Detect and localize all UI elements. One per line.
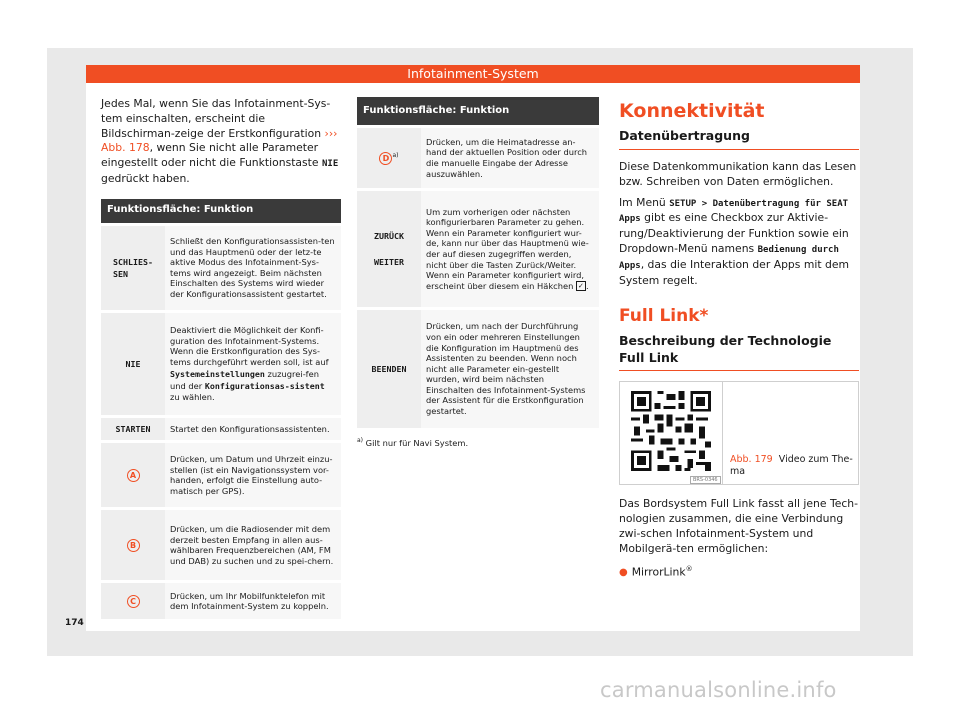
table-cell: Drücken, um nach der Durchführung von ein oder mehreren Einstellungen die Konfiguration im Hauptmenü des Assistenten zu beenden. Wenn noch nicht alle Parameter ein-gestellt wurden, wird beim nächsten Einschalten des Infotainment-Systems der Assistent für die Erstkonfiguration gestartet.	[421, 309, 599, 429]
table-row	[101, 224, 341, 311]
callout-a-icon: A	[127, 469, 140, 482]
callout-d-icon: D	[379, 152, 392, 165]
function-table-1	[101, 199, 341, 620]
table-cell: Drücken, um die Radiosender mit dem derzeit besten Empfang in allen aus-wählbaren Frequenzbereichen (AM, FM und DAB) zu suchen und zu spei-chern.	[165, 509, 341, 582]
table-row	[101, 509, 341, 582]
button-key: SCHLIES-SEN	[113, 256, 153, 279]
button-key: BEENDEN	[371, 364, 407, 374]
footnote-marker: a)	[357, 437, 364, 444]
section-subtitle: Datenübertragung	[619, 128, 859, 150]
key-label: NIE	[321, 159, 339, 170]
table-cell: Schließt den Konfigurationsassisten-ten und das Hauptmenü oder der letz-te aktive Modus des Infotainment-Sys-tems wird angezeigt. Beim nächsten Einschalten des Systems wird wieder der Konfigurationsassistent gestartet.	[165, 224, 341, 311]
menu-path: SETUP > Datenübertragung für SEAT Apps	[619, 198, 849, 225]
intro-text: gedrückt haben.	[101, 171, 190, 185]
caption-text: Video zum The-ma	[730, 454, 853, 478]
table-row	[101, 442, 341, 509]
table-row	[357, 127, 599, 190]
section-title: Konnektivität	[619, 100, 765, 122]
table-cell	[421, 190, 599, 309]
list-item	[619, 565, 859, 579]
registered-mark: ®	[685, 564, 693, 573]
table-row	[357, 190, 599, 309]
page-number: 174	[65, 618, 84, 628]
cell-text: Um zum vorherigen oder nächsten konfigurierbaren Parameter zu gehen. Wenn ein Parameter konfiguriert wur-de, kann nur über das Hauptmenü wie-der auf diesen zugegriffen werden, nicht über die Tasten Zurück/Weiter. Wenn ein Parameter konfiguriert wird, erscheint über diesem ein Häkchen	[426, 206, 589, 291]
back-key: ZURÜCK	[374, 231, 404, 241]
table-row	[101, 582, 341, 620]
button-key: STARTEN	[115, 424, 151, 435]
callout-b-icon: B	[127, 539, 140, 552]
figure-reference-link[interactable]: Abb. 178	[101, 141, 150, 155]
next-key: WEITER	[374, 257, 404, 267]
intro-text: Jedes Mal, wenn Sie das Infotainment-Sys-tem einschalten, erscheint die Bildschirman-zeige der Erstkonfiguration	[101, 97, 331, 140]
right-column	[619, 97, 859, 578]
cell-text: zu wählen.	[170, 391, 215, 402]
function-table-2	[357, 97, 599, 428]
menu-name: Systemeinstellungen	[170, 368, 265, 379]
button-key: NIE	[125, 358, 141, 369]
footnote	[357, 437, 599, 448]
cell-text: .	[585, 280, 589, 291]
ref-arrows: ›››	[324, 126, 338, 140]
paragraph	[619, 196, 859, 289]
table-header: Funktionsfläche: Funktion	[357, 97, 599, 127]
table-row	[357, 309, 599, 429]
list-item-text: MirrorLink	[631, 565, 686, 579]
paragraph-text: gibt es eine Checkbox zur Aktivie-rung/Deaktivierung der Funktion sowie ein Dropdown-Menü namens	[619, 211, 849, 255]
paragraph: Das Bordsystem Full Link fasst all jene Tech-nologien zusammen, die eine Verbindung zwi-schen Infotainment-System und Mobilgerä-ten ermöglichen:	[619, 497, 859, 555]
intro-text: , wenn Sie nicht alle Parameter eingestellt oder nicht die Funktionstaste	[101, 141, 322, 170]
table-row	[101, 311, 341, 416]
intro-paragraph	[101, 97, 341, 187]
divider	[722, 382, 723, 484]
figure-code: BRS-0346	[690, 476, 721, 484]
table-cell	[165, 311, 341, 416]
section-subtitle: Beschreibung der Technologie Full Link	[619, 332, 859, 371]
callout-c-icon: C	[127, 595, 140, 608]
figure-caption	[730, 454, 856, 478]
cell-text: zuzugrei-fen und der	[170, 368, 319, 391]
section-title: Full Link*	[619, 306, 709, 327]
menu-name: Konfigurationsas-sistent	[204, 380, 325, 391]
footnote-text: Gilt nur für Navi System.	[365, 437, 469, 448]
table-header: Funktionsfläche: Funktion	[101, 199, 341, 225]
checkmark-icon: ✓	[576, 281, 586, 291]
footnote-marker: a)	[392, 152, 399, 160]
cell-text: Deaktiviert die Möglichkeit der Konfi-guration des Infotainment-Systems. Wenn die Erstkonfiguration des Sys-tems durchgeführt werden soll, ist auf	[170, 325, 329, 368]
watermark: carmanualsonline.info	[600, 678, 837, 702]
middle-column	[357, 97, 599, 448]
table-cell: Drücken, um Datum und Uhrzeit einzu-stellen (ist ein Navigationssystem vor-handen, erfolgt die Einstellung auto-matisch per GPS).	[165, 442, 341, 509]
paragraph-text: Im Menü	[619, 195, 670, 209]
bullet-icon: ●	[619, 567, 628, 579]
table-cell: Drücken, um die Heimatadresse an-hand der aktuellen Position oder durch die manuelle Eingabe der Adresse auszuwählen.	[421, 127, 599, 190]
section-header: Infotainment-System	[86, 65, 860, 83]
figure-label: Abb. 179	[730, 454, 773, 466]
table-cell: Startet den Konfigurationsassistenten.	[165, 416, 341, 442]
table-cell: Drücken, um Ihr Mobilfunktelefon mit dem Infotainment-System zu koppeln.	[165, 582, 341, 620]
menu-name: Bedienung durch Apps	[619, 244, 839, 271]
left-column	[101, 97, 341, 619]
table-row	[101, 416, 341, 442]
paragraph-text: , das die Interaktion der Apps mit dem System regelt.	[619, 257, 850, 287]
paragraph: Diese Datenkommunikation kann das Lesen bzw. Schreiben von Daten ermöglichen.	[619, 160, 857, 188]
qr-code-icon[interactable]	[628, 388, 714, 474]
figure-box	[619, 381, 859, 485]
